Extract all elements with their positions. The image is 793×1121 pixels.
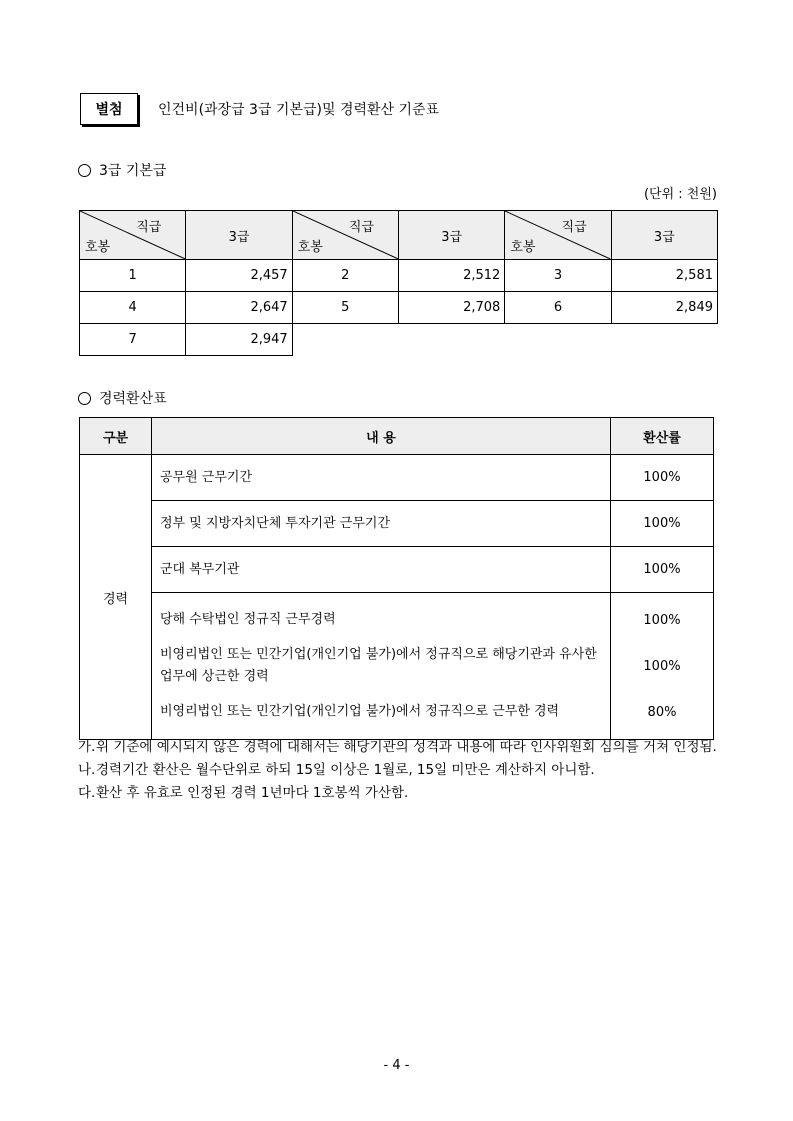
step-cell: 7 bbox=[80, 324, 186, 356]
note-text: 환산 후 유효로 인정된 경력 1년마다 1호봉씩 가산함. bbox=[96, 785, 409, 801]
rate-cell: 100% bbox=[611, 501, 714, 547]
note-mark: 나. bbox=[78, 762, 96, 778]
content-line: 비영리법인 또는 민간기업(개인기업 불가)에서 정규직으로 근무한 경력 bbox=[160, 704, 560, 719]
corner-step-label: 호봉 bbox=[297, 240, 323, 255]
content-line: 당해 수탁법인 정규직 근무경력 bbox=[160, 612, 336, 627]
amount-cell: 2,457 bbox=[186, 260, 292, 292]
table-row bbox=[80, 455, 714, 501]
rate-group-cell bbox=[611, 593, 714, 740]
note-item bbox=[78, 782, 718, 805]
step-cell: 5 bbox=[292, 292, 398, 324]
corner-cell bbox=[80, 211, 186, 260]
step-cell: 2 bbox=[292, 260, 398, 292]
content-cell: 정부 및 지방자치단체 투자기관 근무기간 bbox=[152, 501, 611, 547]
unit-label: (단위 : 천원) bbox=[643, 187, 717, 202]
content-group-cell bbox=[152, 593, 611, 740]
corner-step-label: 호봉 bbox=[510, 240, 536, 255]
table-row bbox=[80, 292, 718, 324]
attachment-badge: 별첨 bbox=[80, 93, 138, 125]
table-row bbox=[80, 260, 718, 292]
content-cell: 공무원 근무기간 bbox=[152, 455, 611, 501]
conversion-header-row bbox=[80, 418, 714, 455]
step-cell: 6 bbox=[505, 292, 611, 324]
corner-grade-label: 직급 bbox=[136, 220, 162, 235]
circle-bullet-icon bbox=[78, 164, 91, 177]
rate-cell: 100% bbox=[611, 547, 714, 593]
salary-section-title: 3급 기본급 bbox=[99, 163, 167, 179]
note-item bbox=[78, 736, 718, 759]
category-header: 구분 bbox=[80, 418, 152, 455]
grade-header: 3급 bbox=[186, 211, 292, 260]
conversion-section-heading bbox=[78, 388, 167, 408]
content-header: 내 용 bbox=[152, 418, 611, 455]
rate-cell: 100% bbox=[611, 455, 714, 501]
rate-line: 100% bbox=[643, 612, 681, 628]
conversion-table bbox=[79, 417, 714, 740]
circle-bullet-icon bbox=[78, 392, 91, 405]
table-row bbox=[80, 324, 718, 356]
corner-grade-label: 직급 bbox=[561, 220, 587, 235]
attachment-title: 인건비(과장급 3급 기본급)및 경력환산 기준표 bbox=[158, 102, 440, 118]
table-row bbox=[80, 501, 714, 547]
notes bbox=[78, 736, 718, 805]
amount-cell: 2,708 bbox=[398, 292, 504, 324]
corner-grade-label: 직급 bbox=[348, 220, 374, 235]
salary-section-heading bbox=[78, 160, 166, 180]
grade-header: 3급 bbox=[398, 211, 504, 260]
empty-cell bbox=[292, 324, 717, 356]
amount-cell: 2,849 bbox=[611, 292, 717, 324]
conversion-section-title: 경력환산표 bbox=[99, 391, 167, 407]
content-line: 비영리법인 또는 민간기업(개인기업 불가)에서 정규직으로 해당기관과 유사한 업무에 상근한 경력 bbox=[160, 647, 597, 684]
note-text: 경력기간 환산은 월수단위로 하되 15일 이상은 1월로, 15일 미만은 계산하지 아니함. bbox=[96, 762, 595, 778]
page-number: - 4 - bbox=[383, 1058, 410, 1073]
step-cell: 1 bbox=[80, 260, 186, 292]
step-cell: 3 bbox=[505, 260, 611, 292]
rate-header: 환산률 bbox=[611, 418, 714, 455]
corner-cell bbox=[505, 211, 611, 260]
note-mark: 다. bbox=[78, 785, 96, 801]
note-mark: 가. bbox=[78, 739, 96, 755]
salary-table bbox=[79, 210, 718, 356]
grade-header: 3급 bbox=[611, 211, 717, 260]
note-item bbox=[78, 759, 718, 782]
rate-line: 100% bbox=[643, 658, 681, 674]
content-cell: 군대 복무기관 bbox=[152, 547, 611, 593]
corner-step-label: 호봉 bbox=[85, 240, 111, 255]
amount-cell: 2,947 bbox=[186, 324, 292, 356]
amount-cell: 2,581 bbox=[611, 260, 717, 292]
table-row bbox=[80, 547, 714, 593]
category-cell: 경력 bbox=[80, 455, 152, 740]
amount-cell: 2,647 bbox=[186, 292, 292, 324]
amount-cell: 2,512 bbox=[398, 260, 504, 292]
rate-line: 80% bbox=[647, 704, 677, 720]
corner-cell bbox=[292, 211, 398, 260]
step-cell: 4 bbox=[80, 292, 186, 324]
attachment-header bbox=[80, 92, 439, 126]
salary-table-header-row bbox=[80, 211, 718, 260]
note-text: 위 기준에 예시되지 않은 경력에 대해서는 해당기관의 성격과 내용에 따라 인사위원회 심의를 거쳐 인정됨. bbox=[96, 739, 717, 755]
table-row bbox=[80, 593, 714, 740]
